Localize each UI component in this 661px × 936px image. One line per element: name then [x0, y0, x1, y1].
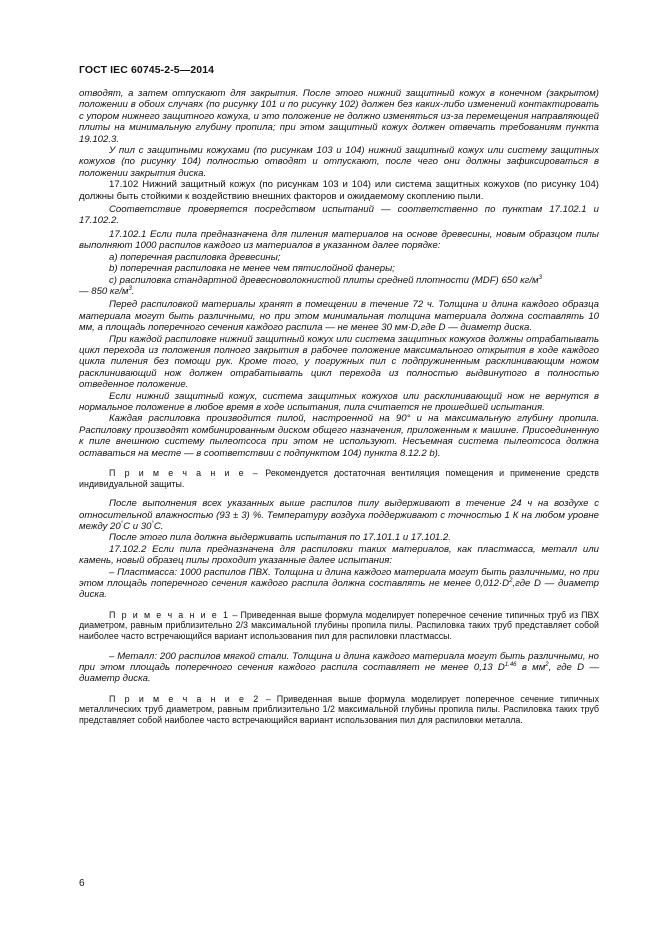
text-fragment: – Пластмасса: 1000 распилов ПВХ. Толщина и длина каждого материала могут быть различными, но при этом площадь поперечного сечения каждого распила должна составлять не менее 0,012·D [79, 566, 599, 590]
paragraph: 17.102.1 Если пила предназначена для пиления материалов на основе древесины, новым образцом пилы выполняют 1000 распилов каждого из материалов в указанном далее порядке: [79, 228, 599, 252]
paragraph: При каждой распиловке нижний защитный кожух или система защитных кожухов должны отрабатывать цикл перехода из положения полного закрытия в рабочее положение максимального открытия в ходе каждого цикла пиления без помощи рук. Кроме того, у погружных пил с подпружиненным расклинивающим ножом расклинивающий нож должен отрабатывать цикл перехода из полностью выдвинутого в полностью отведенное положение. [79, 333, 599, 391]
note-label: П р и м е ч а н и е 2 [109, 693, 260, 704]
superscript: 2 [545, 662, 549, 669]
paragraph: Перед распиловкой материалы хранят в помещении в течение 72 ч. Толщина и длина каждого образца материала могут быть различными, но при этом минимальная толщина материала должна составлять 10 мм, а площадь поперечного сечения каждого распила — не менее 30 мм·D,где D — диаметр диска. [79, 299, 599, 334]
text-fragment: — 850 кг/м [79, 285, 129, 297]
paragraph [79, 498, 599, 532]
paragraph [79, 651, 599, 685]
paragraph: Каждая распиловка производится пилой, настроенной на 90° и на максимальную глубину пропила. Распиловку производят комбинированным диском общего назначения, приложенным к машине. Присоединенную к пиле внешнюю систему пылеотсоса при этом не используют. Несъемная система пылеотсоса должна оставаться на месте — в соответствии с подпунктом 104) пункта 8.12.2 b). [79, 413, 599, 459]
superscript: 3 [128, 285, 132, 292]
text-fragment: ,где D — диаметр диска. [79, 578, 599, 601]
text-fragment: – Металл: 200 распилов мягкой стали. Толщина и длина каждого материала могут быть различными, но при этом площадь поперечного сечения каждого распила составляет не менее 0,13 D [79, 650, 599, 674]
paragraph [79, 567, 599, 601]
paragraph: Соответствие проверяется посредством испытаний — соответственно по пунктам 17.102.1 и 17.102.2. [79, 204, 599, 227]
note [79, 694, 599, 726]
page-number: 6 [79, 878, 85, 889]
document-body [79, 88, 599, 726]
paragraph: — 850 $кг/м^3$. [79, 285, 135, 297]
superscript: 3 [538, 274, 542, 281]
list-item: b) поперечная распиловка не менее чем пятислойной фанеры; [109, 263, 395, 275]
paragraph: После этого пила должна выдерживать испытания по 17.101.1 и 17.101.2. [109, 532, 451, 544]
paragraph: Если нижний защитный кожух, система защитных кожухов или расклинивающий нож не вернутся в нормальное положение в любое время в ходе испытания, пила считается не прошедшей испытания. [79, 390, 599, 413]
paragraph: У пил с защитными кожухами (по рисункам 103 и 104) нижний защитный кожух или систему защитных кожухов (по рисунку 104) полностью отводят и отпускают, после чего они должны зафиксироваться в положении закрытия диска. [79, 145, 599, 179]
text-fragment: c) распиловка стандартной древесноволокнистой плиты средней плотности (MDF) 650 кг/м [109, 274, 539, 286]
superscript: 1.46 [504, 662, 517, 669]
note [79, 610, 599, 642]
text-fragment: После выполнения всех указанных выше распилов пилу выдерживают в течение 24 ч на воздухе с относительной влажностью (93 ± 3) %. Температуру воздуха поддерживают с точностью 1 К на любом уровне между 20 [79, 498, 599, 532]
superscript: ° [151, 521, 154, 527]
paragraph: отводят, а затем отпускают для закрытия. После этого нижний защитный кожух в конечном (закрытом) положении в обоих случаях (по рисунку 101 и по рисунку 102) должен без каких-либо изменений контактировать с упором нижнего защитного кожуха, и это положение не должно изменяться из-за перемещения направляющей плиты на минимальную глубину пропила; при этом защитный кожух должен отвечать требованиям пункта 19.102.3. [79, 88, 599, 145]
note-text: – Приведенная выше формула моделирует поперечное сечение типичных металлических труб диаметром, равным приблизительно 1/2 максимальной глубины пропила пилы. Распиловка таких труб представляет собой наиболее часто встречающийся вариант использования пил для распиловки металла. [79, 693, 600, 726]
note [79, 468, 599, 489]
paragraph: 17.102 Нижний защитный кожух (по рисункам 103 и 104) или система защитных кожухов (по рисунку 104) должны быть стойкими к воздействию внешних факторов и ожидаемому скоплению пыли. [79, 179, 599, 202]
note-text: Рекомендуется достаточная вентиляция помещения и применение средств индивидуальной защиты. [79, 468, 599, 489]
text-fragment: , где D — диаметр диска. [79, 662, 599, 685]
paragraph: 17.102.2 Если пила предназначена для распиловки таких материалов, как пластмасса, металл или камень, новый образец пилы проходит указанные далее испытания: [79, 543, 599, 567]
note-label: П р и м е ч а н и е 1 [109, 609, 230, 620]
text-fragment: в мм [516, 662, 546, 674]
text-fragment: C. [153, 521, 164, 532]
note-label: П р и м е ч а н и е – [109, 468, 260, 478]
superscript: ° [120, 521, 124, 527]
text-fragment: C и 30 [123, 521, 152, 532]
note-text: – Приведенная выше формула моделирует поперечное сечение типичных труб из ПВХ диаметром, равным приблизительно 2/3 максимальной глубины пропила пилы. Распиловка таких труб представляет собой наиболее часто встречающийся вариант использования пил для распиловки пластмассы. [79, 609, 599, 642]
list-item [79, 275, 599, 286]
standard-title: ГОСТ IEC 60745-2-5—2014 [79, 64, 215, 76]
list-item: a) поперечная распиловка древесины; [109, 251, 281, 263]
superscript: 2 [509, 578, 513, 585]
